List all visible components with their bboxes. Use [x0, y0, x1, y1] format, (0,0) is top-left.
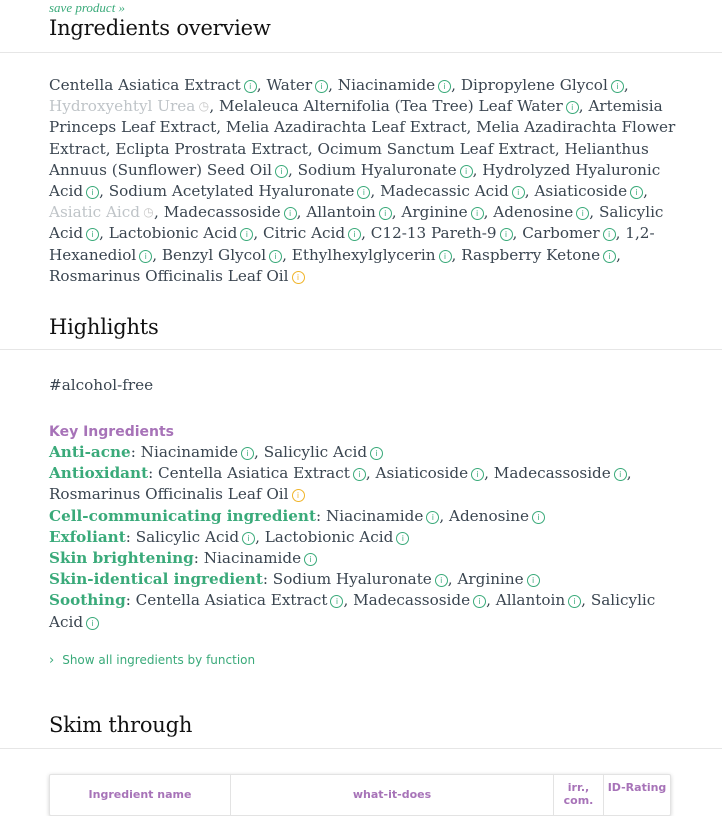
ingredient-item[interactable]	[522, 224, 615, 242]
key-ingredient-name[interactable]: Madecassoside	[353, 591, 471, 610]
ingredient-item[interactable]	[109, 224, 254, 242]
ingredient-name[interactable]: Asiatic Aicd	[49, 203, 141, 222]
info-icon[interactable]: i	[357, 186, 370, 199]
function-row: Soothing: Centella Asiatica Extract i , Madecassoside i , Allantoin i , Salicylic Acid i	[49, 591, 656, 631]
info-icon[interactable]: i	[460, 165, 473, 178]
ingredient-item[interactable]	[266, 76, 328, 94]
ingredient-item[interactable]	[401, 203, 483, 221]
ingredients-list: Centella Asiatica Extract i , Water i , Niacinamide i , Dipropylene Glycol i , Hydroxyehtyl Urea ◷, Melaleuca Alternifolia (Tea Tree) Leaf Water i , Artemisia Princeps Leaf Extract, Melia Azadirachta Leaf Extract, Melia Azadirachta Flower Extract, Eclipta Prostrata Extract, Ocimum Sanctum Leaf Extract, Helianthus Annuus (Sunflower) Seed Oil i , Sodium Hyaluronate i , Hydrolyzed Hyaluronic Acid i , Sodium Acetylated Hyaluronate i , Madecassic Acid i , Asiaticoside i , Asiatic Aicd ◷, Madecassoside i , Allantoin i , Arginine i , Adenosine i , Salicylic Acid i , Lactobionic Acid i , Citric Acid i , C12-13 Pareth-9 i , Carbomer i , 1,2-Hexanediol i , Benzyl Glycol i , Ethylhexylglycerin i , Raspberry Ketone i , Rosmarinus Officinalis Leaf Oil i	[49, 76, 676, 285]
ingredient-name[interactable]: Carbomer	[522, 224, 600, 243]
info-icon[interactable]: i	[86, 228, 99, 241]
function-row: Exfoliant: Salicylic Acid i , Lactobionic Acid i	[49, 527, 679, 548]
key-ingredient-name[interactable]: Salicylic Acid	[135, 527, 240, 546]
key-ingredient-name[interactable]: Lactobionic Acid	[264, 527, 394, 546]
info-icon[interactable]: i	[370, 447, 383, 460]
ingredient-name[interactable]: Allantoin	[306, 203, 376, 222]
table-header-what-it-does[interactable]: what-it-does	[231, 775, 554, 815]
key-ingredient-name[interactable]: Madecassoside	[493, 464, 611, 483]
divider	[0, 52, 722, 53]
section-title-skim-through: Skim through	[49, 713, 193, 737]
ingredient-name[interactable]: Arginine	[401, 203, 468, 222]
key-ingredient-name[interactable]: Salicylic Acid	[263, 443, 368, 461]
ingredient-name[interactable]: Ocimum Sanctum Leaf Extract	[317, 139, 555, 158]
ingredient-name[interactable]: Raspberry Ketone	[461, 245, 601, 264]
table-header-id-rating[interactable]: ID-Rating	[607, 781, 667, 794]
ingredient-item[interactable]	[219, 97, 579, 115]
ingredient-item[interactable]	[493, 203, 589, 221]
ingredient-name[interactable]: C12-13 Pareth-9	[370, 224, 497, 243]
alcohol-free-tag[interactable]: #alcohol-free	[49, 376, 154, 394]
ingredient-name[interactable]: Madecassic Acid	[380, 182, 509, 201]
ingredient-name[interactable]: Sodium Hyaluronate	[297, 160, 457, 179]
info-icon[interactable]: i	[471, 207, 484, 220]
ingredient-item[interactable]	[371, 224, 513, 242]
ingredient-name[interactable]: 1,2-Hexanediol	[49, 224, 655, 264]
ingredient-item[interactable]	[263, 224, 361, 242]
table-header-irritancy-comedogenicity[interactable]: irr., com.	[554, 775, 604, 815]
function-label[interactable]: Soothing	[49, 591, 126, 610]
info-icon[interactable]: i	[566, 101, 579, 114]
warning-info-icon[interactable]: i	[292, 271, 305, 284]
info-icon[interactable]: i	[471, 468, 484, 481]
ingredient-name[interactable]: Artemisia Princeps Leaf Extract	[49, 97, 663, 137]
key-ingredient-name[interactable]: Centella Asiatica Extract	[135, 591, 328, 610]
save-product-link[interactable]: save product »	[49, 0, 126, 15]
info-icon[interactable]: i	[275, 165, 288, 178]
function-label[interactable]: Skin brightening	[49, 549, 194, 568]
ingredient-name[interactable]: Salicylic Acid	[49, 203, 664, 243]
ingredient-name[interactable]: Benzyl Glycol	[161, 245, 267, 264]
key-ingredient-name[interactable]: Niacinamide	[325, 506, 424, 525]
key-ingredient-name[interactable]: Rosmarinus Officinalis Leaf Oil	[49, 485, 289, 504]
ingredient-name[interactable]: Citric Acid	[263, 224, 346, 243]
info-icon[interactable]: i	[576, 207, 589, 220]
ingredient-item[interactable]	[318, 140, 555, 158]
show-all-ingredients-by-function[interactable]	[49, 653, 255, 668]
info-icon[interactable]: i	[603, 250, 616, 263]
key-ingredient-name[interactable]: Adenosine	[448, 506, 530, 525]
key-ingredients-list	[49, 442, 679, 633]
ingredient-item[interactable]	[49, 203, 154, 221]
function-label[interactable]: Cell-communicating ingredient	[49, 506, 316, 525]
info-icon[interactable]: i	[603, 228, 616, 241]
ingredient-name[interactable]: Hydroxyehtyl Urea	[49, 97, 196, 116]
info-icon[interactable]: i	[304, 553, 317, 566]
function-row: Skin-identical ingredient: Sodium Hyaluronate i , Arginine i	[49, 569, 679, 590]
ingredient-item[interactable]	[49, 76, 257, 94]
info-icon[interactable]: i	[269, 250, 282, 263]
ingredient-item[interactable]	[226, 118, 467, 136]
ingredient-name[interactable]: Rosmarinus Officinalis Leaf Oil	[49, 266, 289, 285]
ingredient-name[interactable]: Sodium Acetylated Hyaluronate	[108, 182, 355, 201]
key-ingredient-name[interactable]: Sodium Hyaluronate	[272, 570, 432, 589]
info-icon[interactable]: i	[473, 595, 486, 608]
info-icon[interactable]: i	[614, 468, 627, 481]
ingredient-name[interactable]: Hydrolyzed Hyaluronic Acid	[49, 160, 661, 201]
ingredient-name[interactable]: Adenosine	[493, 203, 574, 222]
info-icon[interactable]: i	[611, 80, 624, 93]
ingredient-name[interactable]: Centella Asiatica Extract	[49, 76, 241, 94]
key-ingredient-name[interactable]: Arginine	[457, 570, 524, 589]
info-icon[interactable]: i	[439, 250, 452, 263]
info-icon[interactable]: i	[438, 80, 451, 93]
key-ingredient-name[interactable]: Centella Asiatica Extract	[158, 464, 350, 483]
info-icon[interactable]: i	[630, 186, 643, 199]
ingredient-item[interactable]	[292, 246, 452, 264]
info-icon[interactable]: i	[244, 80, 257, 93]
info-icon[interactable]: i	[86, 186, 99, 199]
clock-icon[interactable]: ◷	[198, 99, 210, 114]
function-row: Antioxidant: Centella Asiatica Extract i , Asiaticoside i , Madecassoside i , Rosmarinus Officinalis Leaf Oil i	[49, 464, 632, 504]
ingredient-name[interactable]: Melaleuca Alternifolia (Tea Tree) Leaf Water	[219, 97, 563, 116]
ingredient-name[interactable]: Ethylhexylglycerin	[291, 245, 436, 264]
info-icon[interactable]: i	[242, 532, 255, 545]
info-icon[interactable]: i	[240, 228, 253, 241]
show-all-label: Show all ingredients by function	[62, 653, 256, 667]
info-icon[interactable]: i	[396, 532, 409, 545]
ingredient-item[interactable]	[164, 203, 297, 221]
function-label[interactable]: Antioxidant	[49, 464, 149, 483]
info-icon[interactable]: i	[500, 228, 513, 241]
section-title-ingredients-overview: Ingredients overview	[49, 16, 271, 40]
info-icon[interactable]: i	[568, 595, 581, 608]
key-ingredient-name[interactable]: Allantoin	[495, 591, 566, 610]
function-row: Skin brightening: Niacinamide i	[49, 548, 679, 569]
ingredient-name[interactable]: Niacinamide	[337, 76, 436, 94]
info-icon[interactable]: i	[532, 511, 545, 524]
function-label[interactable]: Skin-identical ingredient	[49, 570, 263, 589]
ingredient-name[interactable]: Eclipta Prostrata Extract	[115, 139, 308, 158]
divider	[0, 748, 722, 749]
ingredient-item[interactable]	[380, 182, 525, 200]
ingredient-name[interactable]: Dipropylene Glycol	[460, 76, 608, 94]
clock-icon[interactable]: ◷	[143, 205, 154, 220]
ingredient-item[interactable]	[49, 267, 305, 285]
divider	[0, 349, 722, 350]
info-icon[interactable]: i	[379, 207, 392, 220]
key-ingredient-name[interactable]: Niacinamide	[140, 443, 239, 461]
key-ingredient-name[interactable]: Asiaticoside	[375, 464, 469, 483]
key-ingredient-name[interactable]: Salicylic Acid	[49, 591, 656, 631]
info-icon[interactable]: i	[86, 617, 99, 630]
info-icon[interactable]: i	[284, 207, 297, 220]
info-icon[interactable]: i	[426, 511, 439, 524]
ingredient-name[interactable]: Water	[266, 76, 313, 94]
info-icon[interactable]: i	[512, 186, 525, 199]
info-icon[interactable]: i	[241, 447, 254, 460]
info-icon[interactable]: i	[315, 80, 328, 93]
info-icon[interactable]: i	[139, 250, 152, 263]
ingredient-item[interactable]	[115, 140, 308, 158]
warning-info-icon[interactable]: i	[292, 489, 305, 502]
ingredient-item[interactable]	[49, 97, 209, 115]
table-header-ingredient-name[interactable]: Ingredient name	[50, 775, 231, 815]
ingredient-item[interactable]	[306, 203, 391, 221]
info-icon[interactable]: i	[330, 595, 343, 608]
ingredient-item[interactable]	[298, 161, 473, 179]
info-icon[interactable]: i	[353, 468, 366, 481]
function-row: Cell-communicating ingredient: Niacinamide i , Adenosine i	[49, 506, 679, 527]
info-icon[interactable]: i	[348, 228, 361, 241]
function-label[interactable]: Exfoliant	[49, 527, 126, 546]
info-icon[interactable]: i	[527, 574, 540, 587]
ingredient-name[interactable]: Madecassoside	[163, 203, 281, 222]
ingredient-name[interactable]: Lactobionic Acid	[108, 224, 238, 243]
ingredient-item[interactable]	[162, 246, 282, 264]
function-row: Anti-acne: Niacinamide i , Salicylic Acid i	[49, 442, 679, 463]
key-ingredient-name[interactable]: Niacinamide	[203, 549, 302, 568]
section-title-highlights: Highlights	[49, 315, 159, 339]
ingredient-name[interactable]: Helianthus Annuus (Sunflower) Seed Oil	[49, 139, 649, 179]
ingredient-name[interactable]: Melia Azadirachta Leaf Extract	[225, 118, 467, 137]
ingredient-name[interactable]: Asiaticoside	[534, 182, 628, 201]
info-icon[interactable]: i	[435, 574, 448, 587]
function-label[interactable]: Anti-acne	[49, 443, 131, 461]
ingredient-item[interactable]	[461, 246, 616, 264]
chevron-right-icon: ›	[49, 653, 55, 668]
ingredient-item[interactable]	[461, 76, 624, 94]
ingredient-item[interactable]	[338, 76, 451, 94]
ingredient-item[interactable]	[109, 182, 371, 200]
ingredient-item[interactable]	[534, 182, 643, 200]
skim-through-table	[49, 774, 671, 816]
ingredient-name[interactable]: Melia Azadirachta Flower Extract	[49, 118, 676, 158]
key-ingredients-title: Key Ingredients	[49, 424, 175, 440]
